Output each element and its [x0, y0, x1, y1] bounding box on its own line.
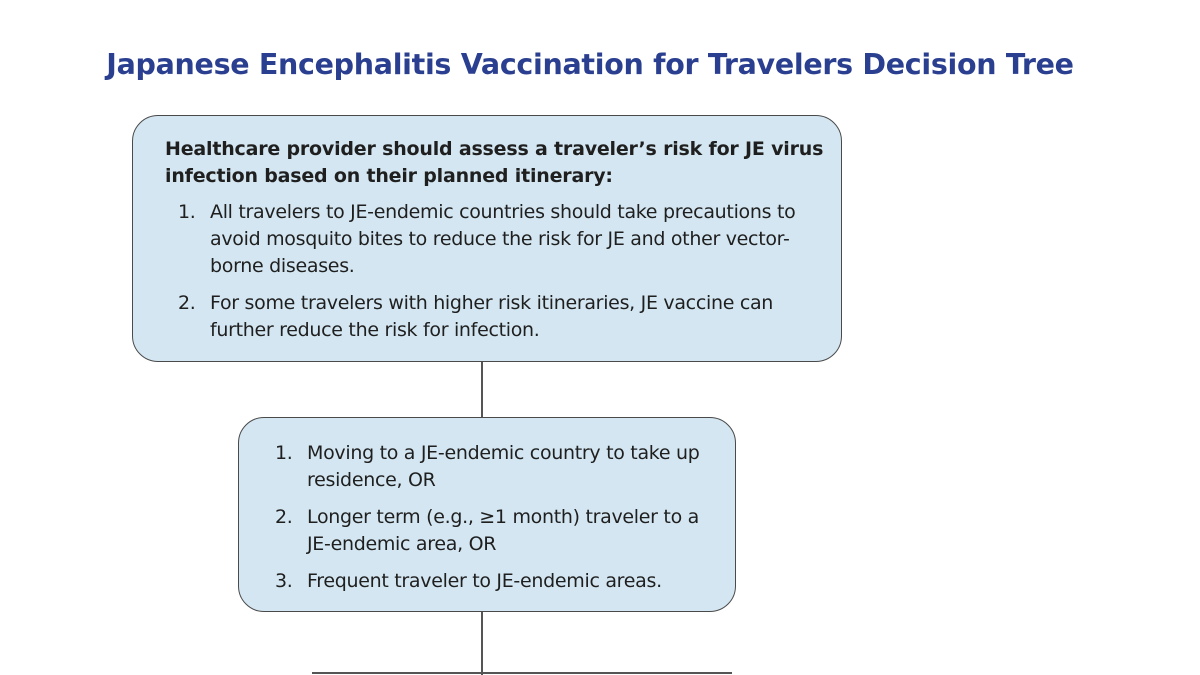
list-item — [275, 440, 715, 494]
list-item-number: 2. — [178, 292, 196, 314]
list-item-text: For some travelers with higher risk itineraries, JE vaccine can further reduce the risk for infection. — [210, 292, 774, 341]
connector-line-2 — [481, 612, 483, 675]
connector-line-1 — [481, 362, 483, 417]
assessment-box — [132, 115, 842, 362]
list-item — [275, 504, 715, 558]
list-item-text: All travelers to JE-endemic countries should take precautions to avoid mosquito bites to reduce the risk for JE and other vector-borne diseases. — [210, 201, 796, 277]
list-item-number: 1. — [275, 442, 293, 464]
list-item — [178, 199, 828, 280]
diagram-title: Japanese Encephalitis Vaccination for Travelers Decision Tree — [106, 48, 1074, 81]
list-item-number: 2. — [275, 506, 293, 528]
list-item — [275, 568, 715, 595]
list-item-text: Moving to a JE-endemic country to take up residence, OR — [307, 442, 700, 491]
traveler-criteria-box — [238, 417, 736, 612]
list-item-text: Frequent traveler to JE-endemic areas. — [307, 570, 662, 592]
branch-line — [312, 672, 732, 674]
precautions-list — [178, 199, 828, 354]
assessment-intro: Healthcare provider should assess a traveler’s risk for JE virus infection based on their planned itinerary: — [165, 138, 824, 187]
list-item-text: Longer term (e.g., ≥1 month) traveler to a JE-endemic area, OR — [307, 506, 699, 555]
criteria-list — [275, 440, 715, 605]
list-item-number: 1. — [178, 201, 196, 223]
list-item-number: 3. — [275, 570, 293, 592]
list-item — [178, 290, 828, 344]
